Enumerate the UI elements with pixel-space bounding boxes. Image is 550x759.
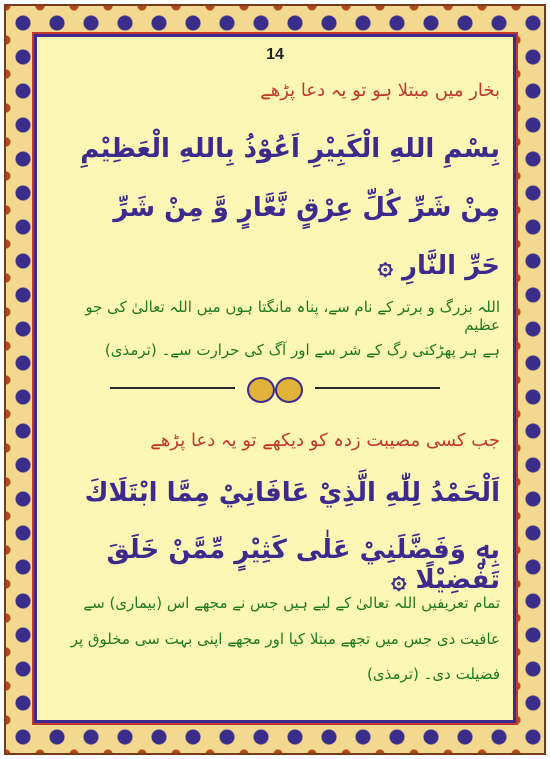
- section1-arabic-line-2: مِنْ شَرِّ كُلِّ عِرْقٍ نَّعَّارٍ وَّ مِنْ شَرِّ: [113, 193, 500, 223]
- section1-arabic-line-3: حَرِّ النَّارِ ۞: [377, 251, 500, 281]
- divider-line-right: [315, 387, 440, 389]
- section2-heading: جب کسی مصیبت زدہ کو دیکھے تو یہ دعا پڑھے: [150, 430, 500, 451]
- divider-ornament-icon: [245, 375, 305, 401]
- section1-heading: بخار میں مبتلا ہو تو یہ دعا پڑھے: [260, 80, 500, 101]
- section2-arabic-line-2: بِهٖ وَفَضَّلَنِيْ عَلٰى كَثِيْرٍ مِّمَّنْ خَلَقَ تَفْضِيْلًا ۞: [106, 535, 500, 595]
- section1-arabic-line-1: بِسْمِ اللهِ الْكَبِيْرِ اَعُوْذُ بِاللهِ الْعَظِيْمِ: [80, 134, 500, 164]
- section2-translation-line-2: عافیت دی جس میں تجھے مبتلا کیا اور مجھے اپنی بہت سی مخلوق پر: [70, 630, 500, 648]
- page-number: 14: [266, 46, 284, 63]
- section1-translation-line-2: ہے ہر پھڑکتی رگ کے شر سے اور آگ کی حرارت سے۔ (ترمذی): [104, 341, 500, 359]
- divider-line-left: [110, 387, 235, 389]
- section2-translation-line-1: تمام تعریفیں اللہ تعالیٰ کے لیے ہیں جس نے مجھے اس (بیماری) سے: [83, 594, 500, 612]
- section1-translation-line-1: اللہ بزرگ و برتر کے نام سے، پناہ مانگتا ہوں میں اللہ تعالیٰ کی جو عظیم: [85, 298, 500, 334]
- ornamental-divider: [110, 375, 440, 401]
- section2-translation-line-3: فضیلت دی۔ (ترمذی): [367, 665, 500, 683]
- section2-arabic-line-1: اَلْحَمْدُ لِلّٰهِ الَّذِيْ عَافَانِيْ مِمَّا ابْتَلَاكَ: [84, 478, 500, 508]
